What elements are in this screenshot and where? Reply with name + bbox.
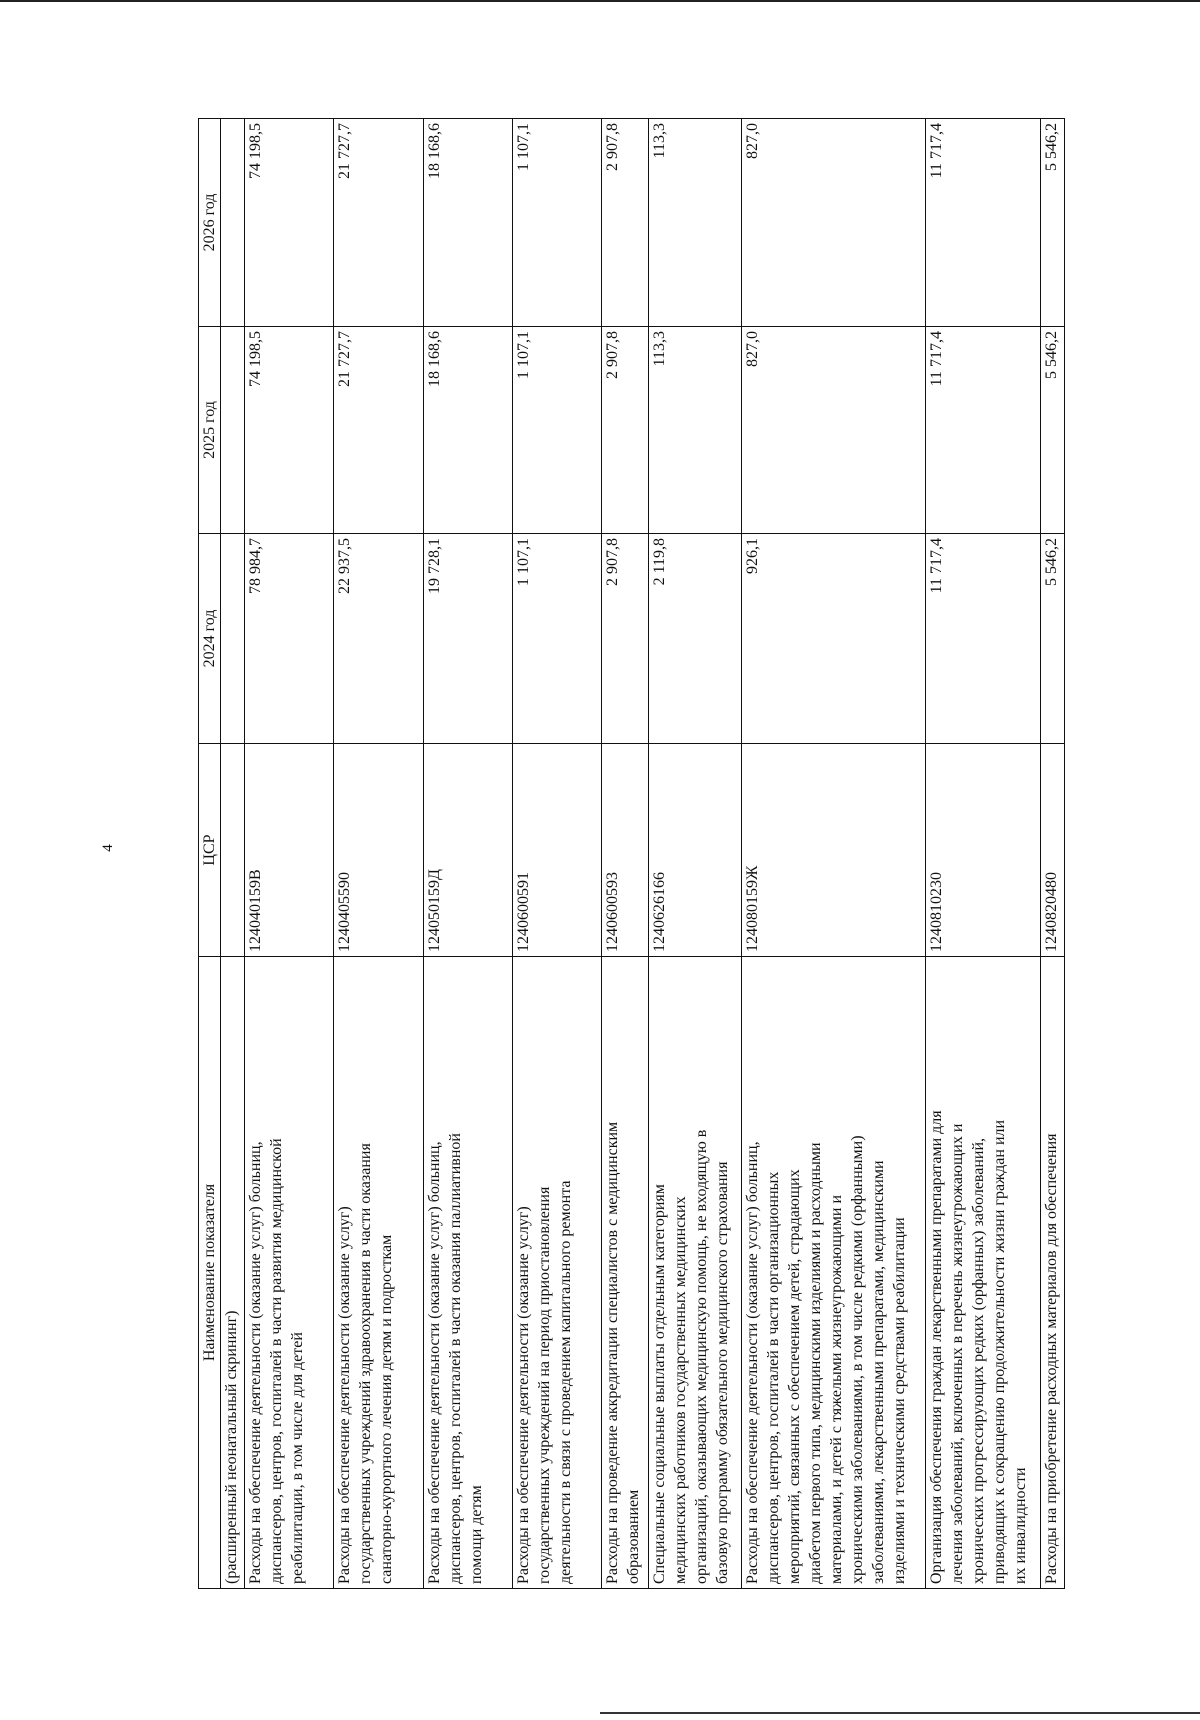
value-2024-cell: 926,1 [741,534,925,744]
value-2026-cell: 21 727,7 [334,119,423,327]
value-2025-cell: 74 198,5 [244,327,333,534]
csr-code-cell: 124040159В [244,744,333,957]
indicator-name-line: санаторно-курортного лечения детям и подросткам [378,1234,396,1584]
indicator-name-line: хроническими заболеваниями, в том числе редкими (орфанными) [848,1135,866,1584]
table-row-carryover [221,119,245,1589]
value-2025-cell: 1 107,1 [512,327,601,534]
indicator-name-cell [602,957,649,1589]
value-2025-cell: 11 717,4 [925,327,1040,534]
value-2026-cell: 827,0 [741,119,925,327]
indicator-name-cell [648,957,741,1589]
indicator-name-line: лечения заболеваний, включенных в перечень жизнеугрожающих и [948,1123,966,1584]
table-row [423,119,512,1589]
csr-code-cell: 124050159Д [423,744,512,957]
indicator-name-line: Расходы на обеспечение деятельности (оказание услуг) больниц, [425,1141,443,1584]
indicator-name-line: приводящих к сокращению продолжительности жизни граждан или [990,1119,1008,1584]
indicator-name-line: диабетом первого типа, медицинскими изделиями и расходными [806,1142,824,1584]
indicator-name-line: Расходы на приобретение расходных материалов для обеспечения [1042,1133,1060,1584]
indicator-name-cell [423,957,512,1589]
csr-code-cell: 1240600593 [602,744,649,957]
value-2026-cell: 113,3 [648,119,741,327]
indicator-name-line: Расходы на обеспечение деятельности (оказание услуг) [514,1206,532,1584]
indicator-name-line: медицинских работников государственных медицинских [671,1196,689,1584]
indicator-name-cell [244,957,333,1589]
indicator-name-line: диспансеров, центров, госпиталей в части развития медицинской [267,1138,285,1584]
indicator-name-line: Расходы на обеспечение деятельности (оказание услуг) [336,1206,354,1584]
indicator-name-cell [925,957,1040,1589]
table-row [925,119,1040,1589]
indicator-name-line: реабилитации, в том числе для детей [288,1332,306,1584]
value-2025-cell: 113,3 [648,327,741,534]
indicator-name-line: материалами, и детей с тяжелыми жизнеугрожающими и [827,1194,845,1584]
table-row [334,119,423,1589]
indicator-name-line: заболеваниями, лекарственными препаратами, медицинскими [869,1160,887,1584]
table-row [244,119,333,1589]
table-row [648,119,741,1589]
indicator-name-line: государственных учреждений на период приостановления [535,1186,553,1584]
indicator-name-line: мероприятий, связанных с обеспечением детей, страдающих [785,1169,803,1584]
carryover-code-cell [221,744,245,957]
indicator-name-cell [1040,957,1064,1589]
indicator-name-line: государственных учреждений здравоохранения в части оказания [357,1143,375,1584]
indicator-name-line: изделиями и техническими средствами реабилитации [890,1217,908,1584]
value-2026-cell: 74 198,5 [244,119,333,327]
value-2025-cell: 5 546,2 [1040,327,1064,534]
table-header-row [199,119,221,1589]
csr-code-cell: 1240810230 [925,744,1040,957]
scan-edge-top [0,0,1200,2]
value-2025-cell: 18 168,6 [423,327,512,534]
indicator-name-cell [741,957,925,1589]
indicator-name-line: образованием [625,1489,643,1584]
indicator-name-line: их инвалидности [1011,1467,1029,1584]
rotated-table-container [198,119,1065,1589]
indicator-name-cell [512,957,601,1589]
header-2024: 2024 год [199,534,221,744]
indicator-name-line: диспансеров, центров, госпиталей в части организационных [764,1171,782,1584]
value-2026-cell: 11 717,4 [925,119,1040,327]
value-2024-cell: 11 717,4 [925,534,1040,744]
table-row [512,119,601,1589]
value-2026-cell: 18 168,6 [423,119,512,327]
indicator-name-line: Специальные социальные выплаты отдельным категориям [650,1184,668,1584]
carryover-2026-cell [221,119,245,327]
value-2024-cell: 2 907,8 [602,534,649,744]
header-2026: 2026 год [199,119,221,327]
header-csr: ЦСР [199,744,221,957]
indicator-name-cell [334,957,423,1589]
budget-table [198,118,1065,1589]
csr-code-cell: 1240600591 [512,744,601,957]
value-2024-cell: 22 937,5 [334,534,423,744]
header-indicator-name: Наименование показателя [199,957,221,1589]
value-2024-cell: 1 107,1 [512,534,601,744]
csr-code-cell: 1240820480 [1040,744,1064,957]
indicator-name-line: Расходы на обеспечение деятельности (оказание услуг) больниц, [246,1141,264,1584]
page-number: 4 [100,844,116,852]
indicator-name-line: диспансеров, центров, госпиталей в части оказания паллиативной [446,1133,464,1584]
value-2025-cell: 2 907,8 [602,327,649,534]
csr-code-cell: 1240405590 [334,744,423,957]
value-2026-cell: 5 546,2 [1040,119,1064,327]
table-row [741,119,925,1589]
indicator-name-line: организаций, оказывающих медицинскую помощь, не входящую в [692,1129,710,1584]
indicator-name-line: Расходы на обеспечение деятельности (оказание услуг) больниц, [743,1141,761,1584]
carryover-2024-cell [221,534,245,744]
scan-edge-bottom [600,1712,1200,1714]
value-2026-cell: 1 107,1 [512,119,601,327]
value-2024-cell: 19 728,1 [423,534,512,744]
table-row [1040,119,1064,1589]
value-2024-cell: 78 984,7 [244,534,333,744]
value-2025-cell: 21 727,7 [334,327,423,534]
table-row [602,119,649,1589]
csr-code-cell: 1240626166 [648,744,741,957]
value-2024-cell: 2 119,8 [648,534,741,744]
indicator-name-line: хронических прогрессирующих редких (орфанных) заболеваний, [969,1137,987,1584]
carryover-2025-cell [221,327,245,534]
header-2025: 2025 год [199,327,221,534]
carryover-name-cell: (расширенный неонатальный скрининг) [221,957,245,1589]
indicator-name-line: базовую программу обязательного медицинского страхования [713,1161,731,1584]
indicator-name-line: Расходы на проведение аккредитации специалистов с медицинским [604,1121,622,1584]
indicator-name-line: деятельности в связи с проведением капитального ремонта [556,1180,574,1584]
indicator-name-line: Организация обеспечения граждан лекарственными препаратами для [927,1110,945,1584]
value-2025-cell: 827,0 [741,327,925,534]
indicator-name-line: помощи детям [467,1485,485,1584]
value-2026-cell: 2 907,8 [602,119,649,327]
csr-code-cell: 124080159Ж [741,744,925,957]
value-2024-cell: 5 546,2 [1040,534,1064,744]
